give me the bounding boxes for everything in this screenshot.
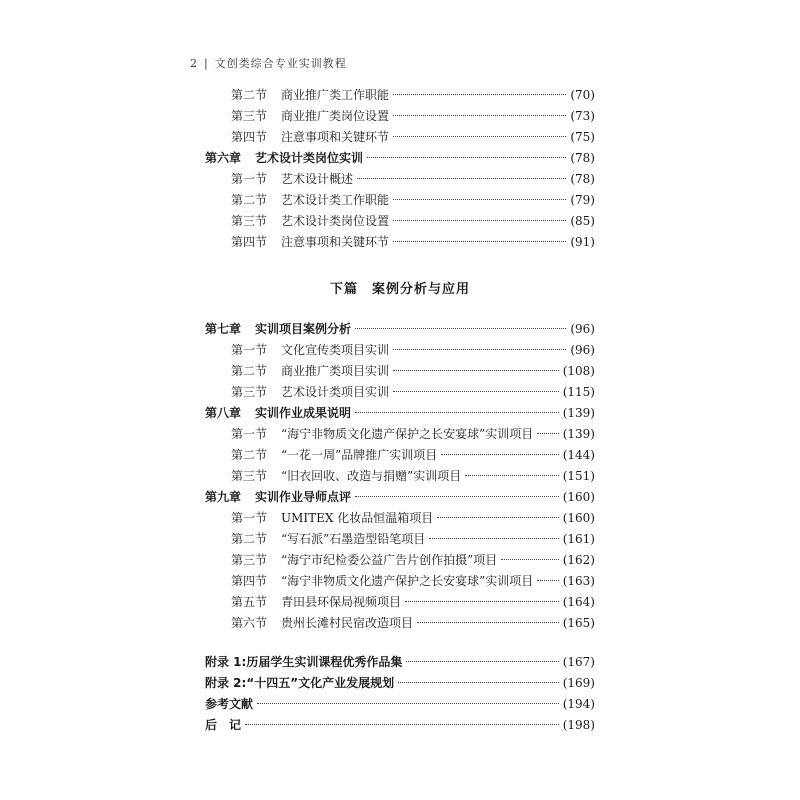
entry-title: 青田县环保局视频项目 [281, 595, 402, 609]
header-separator: | [204, 57, 209, 70]
toc-section-entry [205, 509, 595, 530]
toc-section-entry [205, 446, 595, 467]
entry-number: 第三节 [231, 385, 268, 399]
entry-number: 第二节 [231, 532, 268, 546]
entry-number: 第三节 [231, 553, 268, 567]
entry-title: 商业推广类岗位设置 [281, 109, 390, 123]
dot-leader [437, 517, 558, 518]
dot-leader [393, 115, 566, 116]
dot-leader [429, 538, 558, 539]
dot-leader [393, 220, 566, 221]
entry-title: 商业推广类项目实训 [281, 364, 390, 378]
toc-top-group [205, 86, 595, 254]
entry-title: UMITEX 化妆品恒温箱项目 [281, 511, 434, 525]
toc-chapter-entry [205, 149, 595, 170]
entry-page: (198) [562, 718, 595, 732]
entry-title: 商业推广类工作职能 [281, 88, 390, 102]
dot-leader [355, 496, 559, 497]
toc-section-entry [205, 212, 595, 233]
dot-leader [393, 241, 566, 242]
toc-appendix-group [205, 653, 595, 737]
entry-page: (73) [570, 109, 595, 123]
entry-title: 附录 1:历届学生实训课程优秀作品集 [205, 655, 403, 669]
entry-number: 第六节 [231, 616, 268, 630]
entry-page: (139) [562, 406, 595, 420]
entry-page: (163) [562, 574, 595, 588]
entry-number: 第三节 [231, 109, 268, 123]
entry-page: (139) [562, 427, 595, 441]
entry-title: 附录 2:“十四五”文化产业发展规划 [205, 676, 395, 690]
dot-leader [406, 661, 558, 662]
entry-title: “一花一周”品牌推广实训项目 [281, 448, 438, 462]
toc-section-entry [205, 425, 595, 446]
toc-section-entry [205, 551, 595, 572]
entry-title: 艺术设计类工作职能 [281, 193, 390, 207]
toc-chapter-entry [205, 653, 595, 674]
toc-chapter-entry [205, 488, 595, 509]
entry-title: 实训作业导师点评 [255, 490, 352, 504]
dot-leader [393, 136, 566, 137]
toc-chapter-entry [205, 695, 595, 716]
entry-page: (160) [562, 490, 595, 504]
dot-leader [417, 622, 559, 623]
entry-title: 后 记 [205, 718, 242, 732]
entry-number: 第一节 [231, 511, 268, 525]
entry-page: (164) [562, 595, 595, 609]
entry-title: 艺术设计类项目实训 [281, 385, 390, 399]
entry-number: 第三节 [231, 469, 268, 483]
entry-title: “写石派”石墨造型铅笔项目 [281, 532, 426, 546]
toc-section-entry [205, 530, 595, 551]
entry-number: 第五节 [231, 595, 268, 609]
dot-leader [393, 94, 566, 95]
entry-page: (70) [570, 88, 595, 102]
entry-number: 第六章 [205, 151, 242, 165]
entry-page: (144) [562, 448, 595, 462]
entry-title: 艺术设计概述 [281, 172, 354, 186]
entry-title: “海宁非物质文化遗产保护之长安宴球”实训项目 [281, 427, 534, 441]
entry-number: 第三节 [231, 214, 268, 228]
entry-page: (160) [562, 511, 595, 525]
part-title: 案例分析与应用 [372, 281, 471, 297]
dot-leader [357, 178, 566, 179]
entry-number: 第八章 [205, 406, 242, 420]
entry-page: (96) [570, 322, 595, 336]
toc-section-entry [205, 614, 595, 635]
toc-section-entry [205, 572, 595, 593]
dot-leader [245, 724, 559, 725]
entry-number: 第七章 [205, 322, 242, 336]
entry-title: 贵州长滩村民宿改造项目 [281, 616, 414, 630]
entry-number: 第二节 [231, 364, 268, 378]
entry-page: (151) [562, 469, 595, 483]
dot-leader [355, 328, 566, 329]
dot-leader [393, 349, 566, 350]
toc-section-entry [205, 341, 595, 362]
toc-section-entry [205, 86, 595, 107]
entry-page: (85) [570, 214, 595, 228]
entry-page: (79) [570, 193, 595, 207]
entry-number: 第九章 [205, 490, 242, 504]
dot-leader [393, 391, 559, 392]
entry-title: 注意事项和关键环节 [281, 130, 390, 144]
part-heading [205, 266, 595, 308]
entry-number: 第二节 [231, 448, 268, 462]
entry-page: (167) [562, 655, 595, 669]
entry-title: 艺术设计类岗位实训 [255, 151, 364, 165]
entry-title: 注意事项和关键环节 [281, 235, 390, 249]
toc-section-entry [205, 593, 595, 614]
entry-number: 第四节 [231, 235, 268, 249]
dot-leader [465, 475, 558, 476]
entry-number: 第四节 [231, 130, 268, 144]
entry-page: (115) [562, 385, 595, 399]
dot-leader [393, 370, 559, 371]
running-header [190, 55, 347, 71]
entry-page: (96) [570, 343, 595, 357]
toc-chapter-entry [205, 716, 595, 737]
dot-leader [537, 433, 558, 434]
entry-number: 第一节 [231, 343, 268, 357]
toc-section-entry [205, 170, 595, 191]
toc-section-entry [205, 362, 595, 383]
entry-page: (162) [562, 553, 595, 567]
dot-leader [405, 601, 559, 602]
entry-number: 第四节 [231, 574, 268, 588]
entry-number: 第二节 [231, 193, 268, 207]
entry-number: 第一节 [231, 172, 268, 186]
entry-page: (194) [562, 697, 595, 711]
dot-leader [398, 682, 559, 683]
book-title: 文创类综合专业实训教程 [214, 57, 347, 70]
entry-page: (169) [562, 676, 595, 690]
entry-page: (75) [570, 130, 595, 144]
dot-leader [355, 412, 559, 413]
table-of-contents [205, 86, 595, 737]
dot-leader [441, 454, 558, 455]
toc-chapter-entry [205, 404, 595, 425]
dot-leader [501, 559, 558, 560]
entry-title: 实训作业成果说明 [255, 406, 352, 420]
entry-page: (165) [562, 616, 595, 630]
dot-leader [367, 157, 566, 158]
entry-page: (161) [562, 532, 595, 546]
toc-bottom-group [205, 320, 595, 635]
entry-title: 艺术设计类岗位设置 [281, 214, 390, 228]
part-label: 下篇 [329, 281, 358, 297]
toc-chapter-entry [205, 674, 595, 695]
entry-number: 第一节 [231, 427, 268, 441]
section-gap [205, 635, 595, 653]
entry-page: (78) [570, 151, 595, 165]
entry-page: (108) [562, 364, 595, 378]
entry-title: 文化宣传类项目实训 [281, 343, 390, 357]
entry-number: 第二节 [231, 88, 268, 102]
entry-title: “海宁非物质文化遗产保护之长安宴球”实训项目 [281, 574, 534, 588]
entry-title: “海宁市纪检委公益广告片创作拍摄”项目 [281, 553, 498, 567]
entry-page: (91) [570, 235, 595, 249]
toc-section-entry [205, 107, 595, 128]
entry-title: “旧衣回收、改造与捐赠”实训项目 [281, 469, 462, 483]
entry-title: 实训项目案例分析 [255, 322, 352, 336]
dot-leader [537, 580, 558, 581]
toc-chapter-entry [205, 320, 595, 341]
dot-leader [257, 703, 559, 704]
dot-leader [393, 199, 566, 200]
entry-title: 参考文献 [205, 697, 254, 711]
toc-section-entry [205, 128, 595, 149]
toc-section-entry [205, 233, 595, 254]
toc-section-entry [205, 467, 595, 488]
page-number: 2 [190, 57, 198, 70]
toc-section-entry [205, 191, 595, 212]
entry-page: (78) [570, 172, 595, 186]
toc-section-entry [205, 383, 595, 404]
